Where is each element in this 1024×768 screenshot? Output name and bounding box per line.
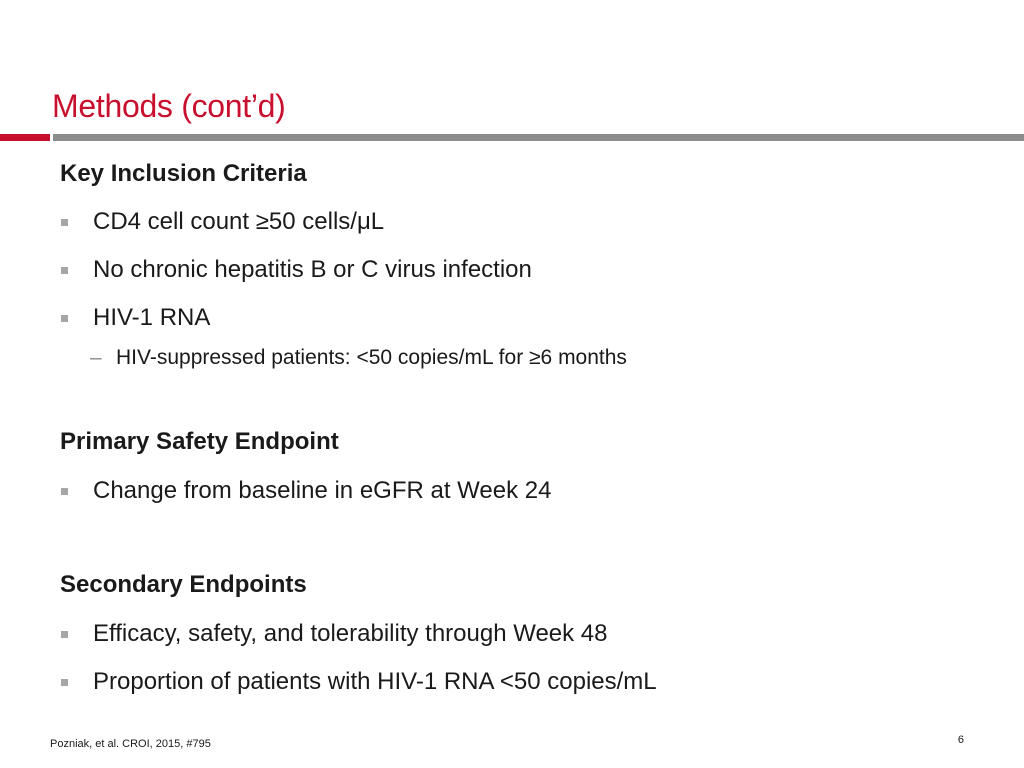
square-bullet-icon xyxy=(61,631,68,638)
title-rule xyxy=(53,134,1024,141)
square-bullet-icon xyxy=(61,219,68,226)
bullet-text: CD4 cell count ≥50 cells/μL xyxy=(93,208,385,235)
page-number: 6 xyxy=(957,734,964,746)
square-bullet-icon xyxy=(61,267,68,274)
square-bullet-icon xyxy=(61,315,68,322)
bullet-item xyxy=(60,477,551,505)
sub-bullet-item xyxy=(90,346,627,370)
bullet-item xyxy=(60,668,657,696)
section-heading-secondary-endpoints: Secondary Endpoints xyxy=(60,571,307,598)
bullet-text: No chronic hepatitis B or C virus infection xyxy=(93,256,532,283)
sub-bullet-text: HIV-suppressed patients: <50 copies/mL for ≥6 months xyxy=(116,346,627,369)
bullet-item xyxy=(60,208,384,236)
footer-citation: Pozniak, et al. CROI, 2015, #795 xyxy=(50,738,211,750)
dash-bullet-icon: – xyxy=(90,346,102,369)
bullet-item xyxy=(60,620,608,648)
section-heading-primary-endpoint: Primary Safety Endpoint xyxy=(60,428,339,455)
bullet-item xyxy=(60,256,532,284)
bullet-item xyxy=(60,304,210,332)
bullet-text: Change from baseline in eGFR at Week 24 xyxy=(93,477,552,504)
title-rule-accent xyxy=(0,134,50,141)
slide-title: Methods (cont’d) xyxy=(52,88,286,124)
bullet-text: Proportion of patients with HIV-1 RNA <50 copies/mL xyxy=(93,668,657,695)
square-bullet-icon xyxy=(61,488,68,495)
square-bullet-icon xyxy=(61,679,68,686)
bullet-text: Efficacy, safety, and tolerability through Week 48 xyxy=(93,620,608,647)
section-heading-inclusion: Key Inclusion Criteria xyxy=(60,160,307,187)
bullet-text: HIV-1 RNA xyxy=(93,304,211,331)
